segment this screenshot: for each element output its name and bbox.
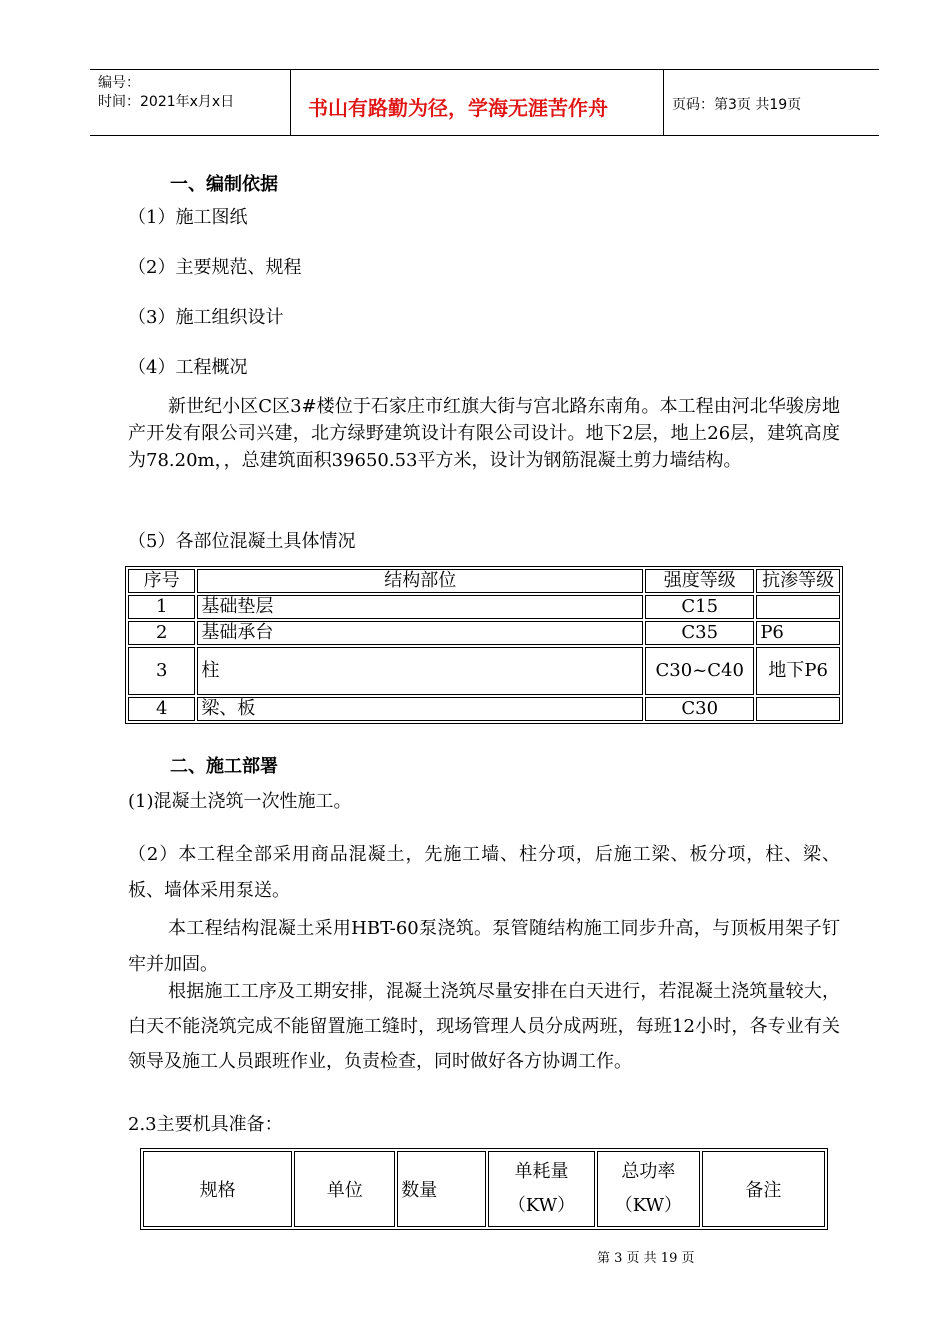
basis-item-3: （3）施工组织设计 xyxy=(128,307,284,328)
table-cell: 4 xyxy=(128,697,195,721)
table-cell: C30~C40 xyxy=(645,647,754,695)
table-cell xyxy=(756,595,840,619)
header-bottom-rule xyxy=(90,135,879,136)
table-cell: 基础垫层 xyxy=(197,595,643,619)
unit-consumption-label: 单耗量 xyxy=(514,1161,569,1182)
header-cell-impermeability: 抗渗等级 xyxy=(756,569,840,593)
header-cell-spec: 规格 xyxy=(143,1151,292,1227)
header-time-label: 时间：2021年x月x日 xyxy=(98,94,235,110)
schedule-paragraph: 根据施工工序及工期安排，混凝土浇筑尽量安排在白天进行，若混凝土浇筑量较大，白天不能浇筑完成不能留置施工缝时，现场管理人员分成两班，每班12小时，各专业有关领导及施工人员跟班作业，负责检查，同时做好各方协调工作。 xyxy=(128,981,840,1072)
table-header-row xyxy=(128,569,840,593)
total-power-label: 总功率 xyxy=(621,1161,676,1182)
header-page-label: 页码：第3页 共19页 xyxy=(672,97,802,113)
deployment-item-1: (1)混凝土浇筑一次性施工。 xyxy=(128,791,352,812)
equipment-section-title: 2.3主要机具准备： xyxy=(128,1114,283,1135)
header-cell-unit: 单位 xyxy=(294,1151,395,1227)
unit-consumption-unit: （KW） xyxy=(507,1195,576,1216)
table-cell: P6 xyxy=(756,621,840,645)
equipment-table xyxy=(140,1148,828,1230)
table-cell: C35 xyxy=(645,621,754,645)
table-cell: 柱 xyxy=(197,647,643,695)
header-cell-remarks: 备注 xyxy=(702,1151,825,1227)
section2-title: 二、施工部署 xyxy=(170,756,278,777)
header-cell-location: 结构部位 xyxy=(197,569,643,593)
header-cell-quantity: 数量 xyxy=(397,1151,486,1227)
table-row xyxy=(128,647,840,695)
table-row xyxy=(128,697,840,721)
header-number-label: 编号： xyxy=(98,75,140,91)
basis-item-2: （2）主要规范、规程 xyxy=(128,257,302,278)
table-cell: 3 xyxy=(128,647,195,695)
header-divider-left xyxy=(290,70,291,136)
table-cell: 1 xyxy=(128,595,195,619)
table-row xyxy=(128,595,840,619)
header-cell-strength: 强度等级 xyxy=(645,569,754,593)
table-cell: C30 xyxy=(645,697,754,721)
project-overview: 新世纪小区C区3#楼位于石家庄市红旗大街与宫北路东南角。本工程由河北华骏房地产开发有限公司兴建，北方绿野建筑设计有限公司设计。地下2层，地上26层，建筑高度为78.20m，，总建筑面积39650.53平方米，设计为钢筋混凝土剪力墙结构。 xyxy=(128,396,840,471)
header-divider-right xyxy=(663,70,664,136)
page-footer: 第 3 页 共 19 页 xyxy=(597,1251,695,1266)
table-cell: 基础承台 xyxy=(197,621,643,645)
pump-paragraph: 本工程结构混凝土采用HBT-60泵浇筑。泵管随结构施工同步升高，与顶板用架子钉牢并加固。 xyxy=(128,918,840,975)
header-cell-index: 序号 xyxy=(128,569,195,593)
table-cell: 2 xyxy=(128,621,195,645)
concrete-table xyxy=(125,566,843,724)
basis-item-4: （4）工程概况 xyxy=(128,357,248,378)
header-cell-unit-consumption xyxy=(488,1151,595,1227)
basis-item-1: （1）施工图纸 xyxy=(128,207,248,228)
section1-title: 一、编制依据 xyxy=(170,174,278,195)
table-header-row xyxy=(143,1151,825,1227)
table-cell: 梁、板 xyxy=(197,697,643,721)
header-top-rule xyxy=(90,69,879,70)
total-power-unit: （KW） xyxy=(614,1195,683,1216)
table-cell xyxy=(756,697,840,721)
header-motto: 书山有路勤为径，学海无涯苦作舟 xyxy=(308,96,608,120)
header-cell-total-power xyxy=(597,1151,700,1227)
table-row xyxy=(128,621,840,645)
table-cell: 地下P6 xyxy=(756,647,840,695)
concrete-section-title: （5）各部位混凝土具体情况 xyxy=(128,531,356,552)
table-cell: C15 xyxy=(645,595,754,619)
deployment-item-2: （2）本工程全部采用商品混凝土，先施工墙、柱分项，后施工梁、板分项，柱、梁、板、墙体采用泵送。 xyxy=(128,844,840,901)
